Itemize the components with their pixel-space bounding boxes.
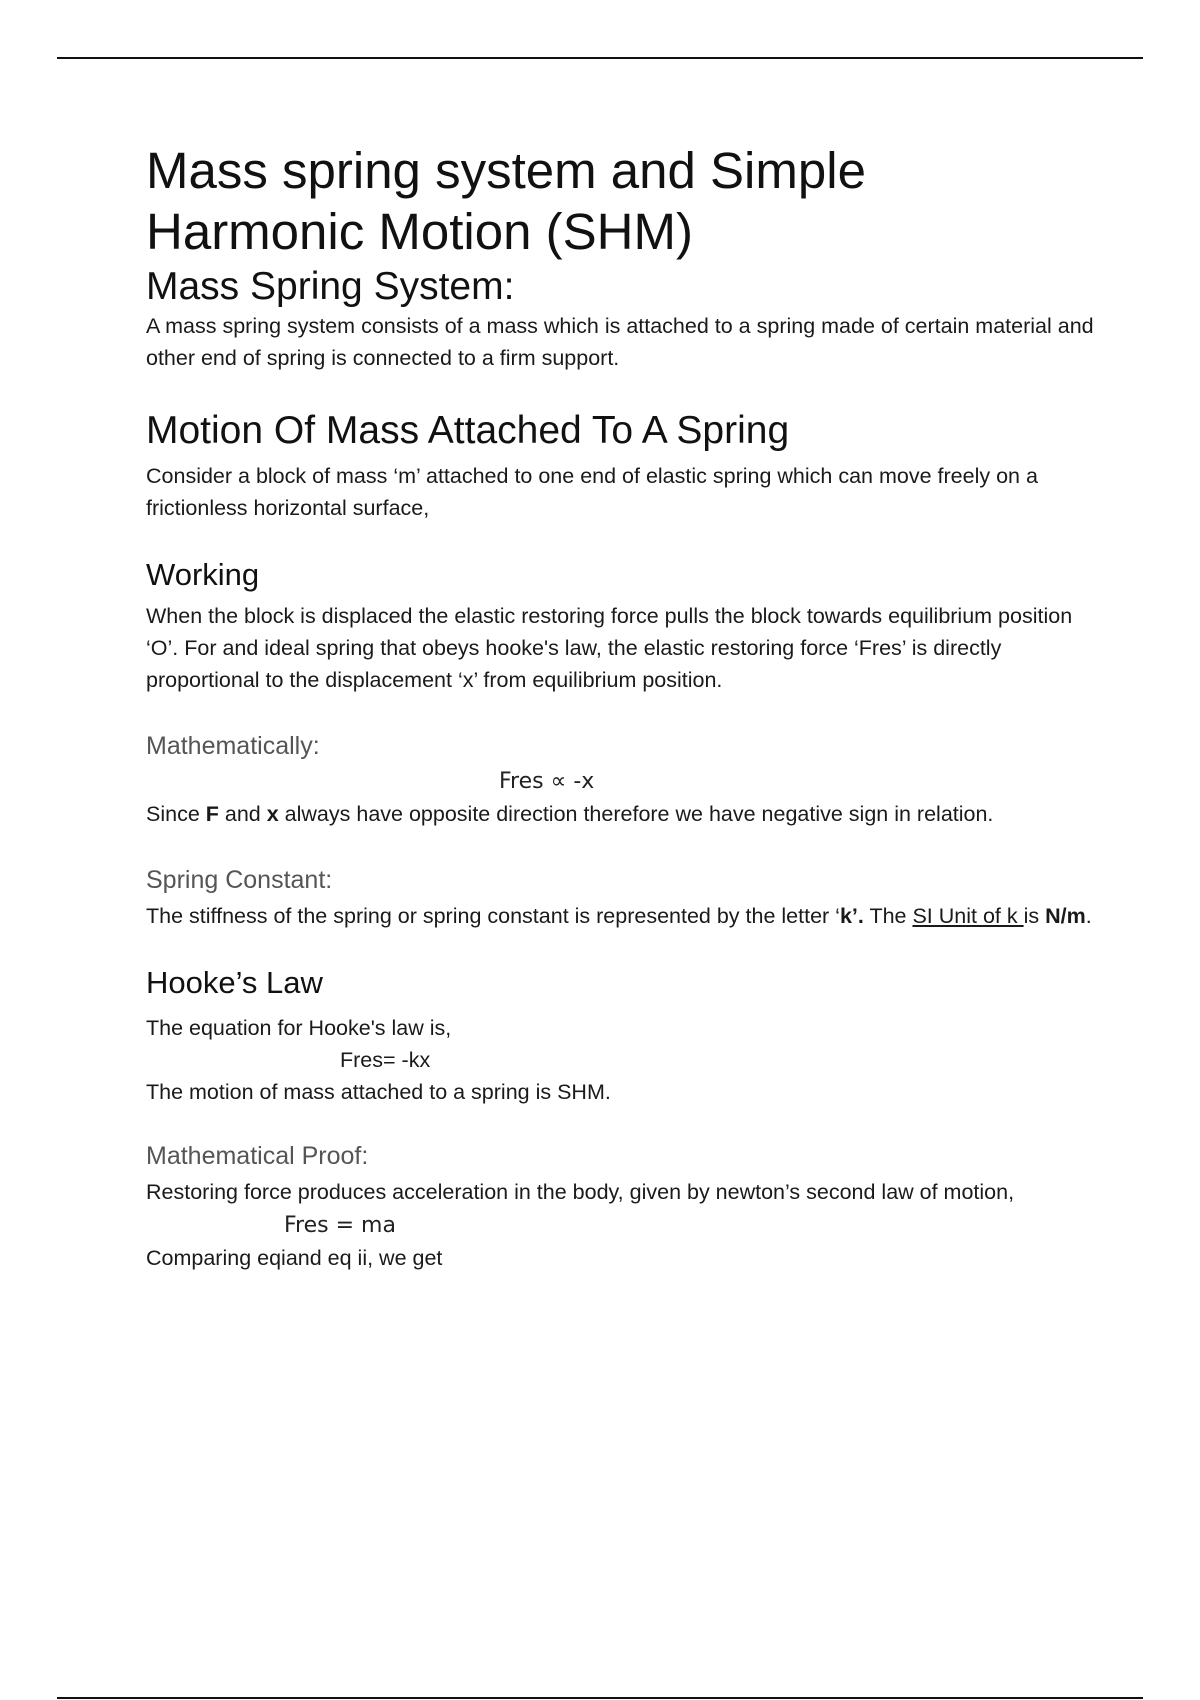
bottom-rule	[57, 1697, 1143, 1699]
equation-hookes-law: Fres= -kx	[340, 1048, 431, 1072]
heading-mass-spring-system: Mass Spring System:	[146, 265, 515, 308]
equation-newton-second-law: Fres = ma	[284, 1213, 396, 1238]
heading-spring-constant: Spring Constant:	[146, 866, 333, 894]
paragraph-opposite-direction: Since F and x always have opposite direction therefore we have negative sign in relation.	[146, 802, 994, 826]
heading-working: Working	[146, 557, 260, 592]
paragraph-mass-spring-system: A mass spring system consists of a mass which is attached to a spring made of certain material and other end of spring is connected to a firm support.	[146, 314, 1094, 370]
paragraph-proof: Restoring force produces acceleration in the body, given by newton’s second law of motion,	[146, 1180, 1015, 1204]
paragraph-spring-constant: The stiffness of the spring or spring constant is represented by the letter ‘k’. The SI Unit of k is N/m.	[146, 904, 1092, 928]
si-unit-link[interactable]: SI Unit of k	[912, 904, 1024, 928]
paragraph-motion-of-mass: Consider a block of mass ‘m’ attached to one end of elastic spring which can move freely on a frictionless horizontal surface,	[146, 464, 1038, 520]
top-rule	[57, 57, 1143, 59]
heading-mathematically: Mathematically:	[146, 732, 320, 760]
heading-mathematical-proof: Mathematical Proof:	[146, 1142, 369, 1170]
heading-motion-of-mass: Motion Of Mass Attached To A Spring	[146, 409, 790, 452]
equation-proportionality: Fres ∝ -x	[499, 769, 595, 794]
paragraph-working: When the block is displaced the elastic restoring force pulls the block towards equilibrium position ‘O’. For and ideal spring that obeys hooke's law, the elastic restoring force ‘Fres’ is directly proportional to the displacement ‘x’ from equilibrium position.	[146, 604, 1073, 692]
heading-hookes-law: Hooke’s Law	[146, 965, 323, 1000]
document-body	[146, 140, 1096, 1274]
paragraph-shm-conclusion: The motion of mass attached to a spring is SHM.	[146, 1080, 611, 1104]
page-title: Mass spring system and Simple Harmonic Motion (SHM)	[146, 142, 866, 260]
paragraph-comparing: Comparing eqiand eq ii, we get	[146, 1246, 443, 1270]
paragraph-hookes-intro: The equation for Hooke's law is,	[146, 1016, 452, 1040]
